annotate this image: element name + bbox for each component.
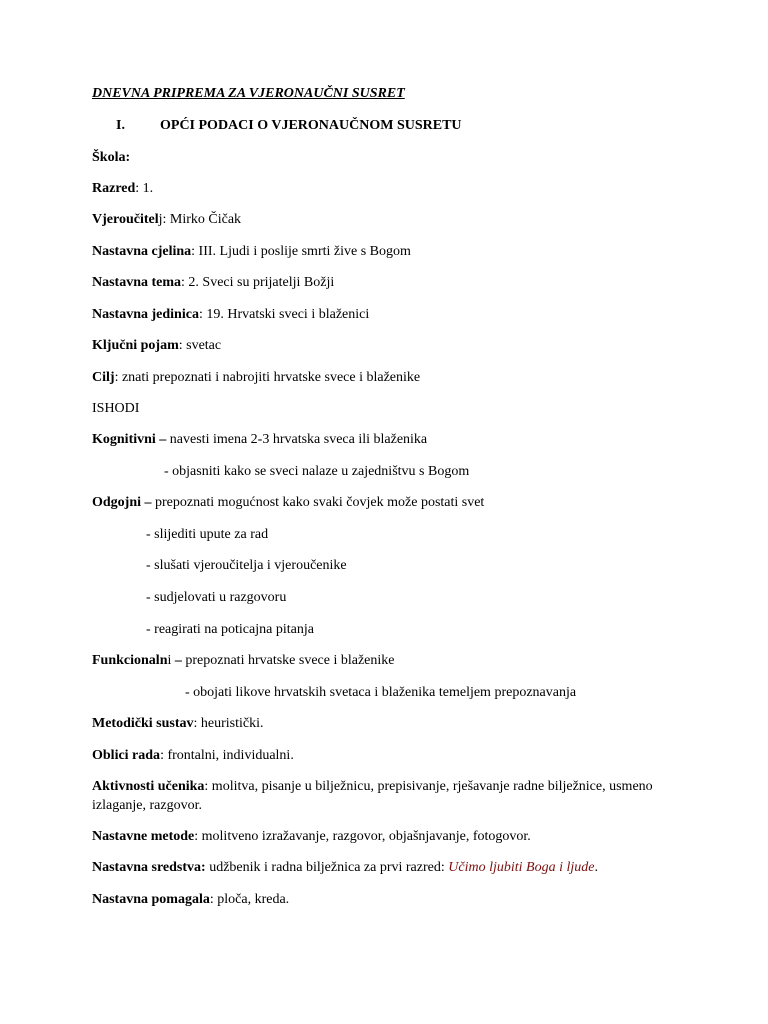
odgojni-item: - slušati vjeroučitelja i vjeroučenike <box>146 558 347 573</box>
field-value: : 19. Hrvatski sveci i blaženici <box>198 307 370 322</box>
field-value: prepoznati hrvatske svece i blaženike <box>185 653 395 668</box>
field-label: Cilj <box>92 370 115 385</box>
field-value: : molitva, pisanje u bilježnicu, prepisivanje, rješavanje radne bilježnice, usmeno izlaganje, razgovor. <box>92 779 653 813</box>
field-metodicki-sustav <box>92 716 264 732</box>
field-label: Nastavna jedinica <box>92 307 199 322</box>
field-label: Nastavna cjelina <box>92 244 192 259</box>
field-nastavna-cjelina <box>92 244 411 260</box>
field-label: Razred <box>92 181 136 196</box>
field-nastavna-pomagala <box>92 892 289 908</box>
field-value: : frontalni, individualni. <box>160 748 294 763</box>
field-label: Nastavna pomagala <box>92 892 210 907</box>
field-label-rest: i <box>167 653 172 668</box>
field-value: : svetac <box>178 338 222 353</box>
field-vjeroucitelj <box>92 212 241 228</box>
field-value: : 2. Sveci su prijatelji Božji <box>181 275 335 290</box>
field-kljucni-pojam <box>92 338 221 354</box>
field-label: Nastavna sredstva: <box>92 860 206 875</box>
field-value: : 1. <box>135 181 154 196</box>
field-label: Nastavne metode <box>92 829 195 844</box>
section-number: I. <box>116 118 125 133</box>
field-value: : III. Ljudi i poslije smrti žive s Bogom <box>191 244 411 259</box>
field-label: Funkcionaln <box>92 653 168 668</box>
field-nastavna-tema <box>92 275 334 291</box>
document-title: DNEVNA PRIPREMA ZA VJERONAUČNI SUSRET <box>92 86 405 101</box>
odgojni-item: - reagirati na poticajna pitanja <box>146 622 314 637</box>
field-razred <box>92 181 153 197</box>
field-cilj <box>92 370 420 386</box>
field-nastavna-jedinica <box>92 307 369 323</box>
ishodi-heading: ISHODI <box>92 401 140 416</box>
field-nastavna-sredstva <box>92 860 598 876</box>
field-dash: – <box>171 653 186 668</box>
field-value: : molitveno izražavanje, razgovor, objašnjavanje, fotogovor. <box>194 829 531 844</box>
book-title: Učimo ljubiti Boga i ljude <box>448 860 595 875</box>
field-value: : heuristički. <box>193 716 264 731</box>
odgojni-line <box>92 495 484 511</box>
field-label: Kognitivni – <box>92 432 170 447</box>
funkcionalni-item: - obojati likove hrvatskih svetaca i blaženika temeljem prepoznavanja <box>185 685 577 700</box>
field-label: Ključni pojam <box>92 338 179 353</box>
field-oblici-rada <box>92 748 294 764</box>
field-label: Metodički sustav <box>92 716 194 731</box>
field-nastavne-metode <box>92 829 531 845</box>
kognitivni-line <box>92 432 427 448</box>
field-skola <box>92 150 130 166</box>
field-label: Nastavna tema <box>92 275 182 290</box>
field-value: j: Mirko Čičak <box>158 212 242 227</box>
field-value: prepoznati mogućnost kako svaki čovjek može postati svet <box>155 495 485 510</box>
field-label: Odgojni – <box>92 495 156 510</box>
field-label: Vjeroučitel <box>92 212 159 227</box>
field-value: : ploča, kreda. <box>209 892 290 907</box>
odgojni-item: - sudjelovati u razgovoru <box>146 590 287 605</box>
field-label: Aktivnosti učenika <box>92 779 205 794</box>
field-value: : znati prepoznati i nabrojiti hrvatske svece i blaženike <box>114 370 421 385</box>
field-label: Oblici rada <box>92 748 161 763</box>
field-label: Škola: <box>92 150 131 165</box>
odgojni-item: - slijediti upute za rad <box>146 527 269 542</box>
field-end: . <box>594 860 598 875</box>
funkcionalni-line <box>92 653 395 669</box>
section-title: OPĆI PODACI O VJERONAUČNOM SUSRETU <box>160 118 462 133</box>
field-aktivnosti-ucenika <box>92 777 672 815</box>
field-value: navesti imena 2-3 hrvatska sveca ili blaženika <box>169 432 428 447</box>
kognitivni-item: - objasniti kako se sveci nalaze u zajedništvu s Bogom <box>164 464 470 479</box>
field-value: udžbenik i radna bilježnica za prvi razred: <box>205 860 449 875</box>
